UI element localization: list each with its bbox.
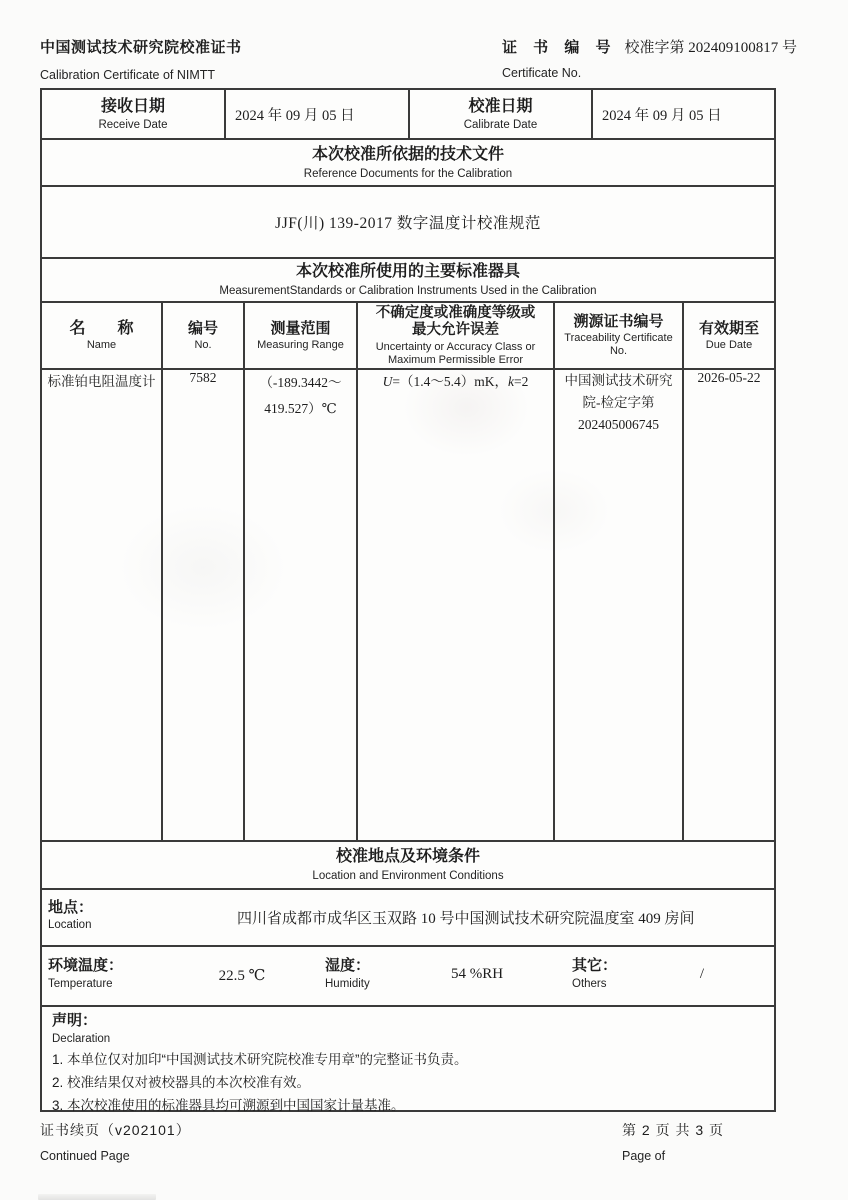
uncertainty-u-symbol: U (382, 374, 393, 389)
declaration-section (42, 1007, 774, 1113)
col-traceability-en: Traceability Certificate No. (564, 332, 673, 357)
certificate-number-label-en: Certificate No. (502, 66, 582, 80)
certificate-number-label-cn: 证 书 编 号 (502, 39, 617, 56)
environment-section-header (42, 842, 774, 890)
receive-date-label-cn: 接收日期 (100, 97, 165, 115)
col-uncertainty-en: Uncertainty or Accuracy Class or Maximum Permissible Error (375, 340, 536, 366)
uncertainty-k-symbol: k (508, 374, 514, 389)
col-due-en: Due Date (705, 338, 753, 351)
temperature-label-cn: 环境温度： (48, 957, 124, 974)
col-header-no (163, 303, 245, 368)
dates-row (42, 90, 774, 140)
scan-artifact-smudge (38, 1194, 156, 1200)
temperature-label-en: Temperature (48, 978, 113, 990)
reference-header-cn: 本次校准所依据的技术文件 (311, 145, 504, 163)
col-uncertainty-cn: 不确定度或准确度等级或 (375, 304, 536, 321)
standards-data-row (42, 370, 774, 842)
col-range-en: Measuring Range (257, 338, 344, 351)
footer-left-block (40, 1120, 191, 1163)
declaration-item-3: 3. 本次校准使用的标准器具均可溯源到中国国家计量基准。 (52, 1098, 405, 1113)
col-due-cn: 有效期至 (698, 319, 759, 337)
title-cn: 中国测试技术研究院校准证书 (40, 39, 242, 56)
reference-section-header (42, 140, 774, 187)
standards-section-header (42, 259, 774, 303)
reference-document-text: JJF(川) 139-2017 数字温度计校准规范 (42, 187, 774, 259)
certificate-number-value: 校准字第 202409100817 号 (624, 40, 798, 56)
col-header-range (245, 303, 358, 368)
footer-continued-page-en: Continued Page (40, 1149, 130, 1163)
location-row (42, 890, 774, 947)
location-label-en: Location (48, 919, 92, 931)
footer-page-number-en: Page of (622, 1149, 666, 1163)
humidity-value: 54 %RH (450, 966, 504, 982)
standard-no: 7582 (163, 370, 245, 840)
col-header-due (684, 303, 774, 368)
declaration-item-1: 1. 本单位仅对加印“中国测试技术研究院校准专用章”的完整证书负责。 (52, 1052, 468, 1067)
calibrate-date-value: 2024 年 09 月 05 日 (602, 107, 722, 124)
col-traceability-cn: 溯源证书编号 (573, 313, 664, 330)
footer-continued-page-cn: 证书续页（v202101） (40, 1122, 191, 1138)
receive-date-label-cell (42, 90, 226, 138)
standards-header-cn: 本次校准所使用的主要标准器具 (295, 263, 520, 280)
receive-date-value: 2024 年 09 月 05 日 (226, 90, 410, 138)
uncertainty-k-value: =2 (514, 374, 529, 389)
declaration-item-2: 2. 校准结果仅对被校器具的本次校准有效。 (52, 1075, 311, 1090)
col-name-cn: 名 称 (69, 319, 134, 337)
standard-uncertainty (358, 370, 555, 840)
others-label-en: Others (572, 978, 607, 990)
certificate-number-block (502, 36, 797, 80)
environment-header-cn: 校准地点及环境条件 (335, 848, 480, 865)
col-no-cn: 编号 (187, 319, 218, 337)
document-header (40, 36, 810, 84)
standard-due-date: 2026-05-22 (697, 370, 761, 385)
humidity-label-cn: 湿度： (325, 957, 371, 974)
declaration-label-en: Declaration (52, 1033, 111, 1045)
certificate-number-line (502, 36, 797, 57)
standards-header-en: MeasurementStandards or Calibration Instruments Used in the Calibration (219, 285, 597, 297)
col-header-name (42, 303, 163, 368)
col-uncertainty-cn2: 最大允许误差 (412, 321, 499, 338)
receive-date-label-en: Receive Date (98, 118, 168, 131)
others-label-cn: 其它： (572, 957, 618, 974)
footer-page-number-cn: 第 2 页 共 3 页 (622, 1122, 725, 1138)
title-en: Calibration Certificate of NIMTT (40, 68, 216, 82)
calibrate-date-label-en: Calibrate Date (463, 118, 538, 131)
calibrate-date-label-cn: 校准日期 (468, 97, 533, 115)
certificate-table-frame (40, 88, 776, 1112)
standard-name: 标准铂电阻温度计 (42, 370, 163, 840)
col-header-traceability (555, 303, 684, 368)
environment-conditions-row (42, 947, 774, 1007)
temperature-value: 22.5 ℃ (218, 968, 266, 984)
header-title-block (40, 36, 242, 82)
location-label-cn: 地点： (48, 899, 94, 916)
declaration-label-cn: 声明： (52, 1012, 98, 1029)
reference-header-en: Reference Documents for the Calibration (303, 167, 513, 180)
humidity-label-en: Humidity (325, 978, 370, 990)
col-no-en: No. (194, 338, 212, 351)
standard-traceability: 中国测试技术研究院-检定字第 202405006745 (555, 370, 684, 840)
others-value: / (699, 966, 705, 982)
col-header-uncertainty (358, 303, 555, 368)
footer-right-block (622, 1120, 724, 1163)
calibrate-date-label-cell (410, 90, 593, 138)
environment-header-en: Location and Environment Conditions (312, 870, 504, 882)
location-value: 四川省成都市成华区玉双路 10 号中国测试技术研究院温度室 409 房间 (237, 911, 695, 927)
standards-column-headers (42, 303, 774, 370)
col-range-cn: 测量范围 (270, 319, 331, 337)
uncertainty-value: =（1.4～5.4）mK， (392, 374, 508, 389)
standard-range: （-189.3442～419.527）℃ (245, 370, 358, 840)
col-name-en: Name (86, 338, 117, 351)
